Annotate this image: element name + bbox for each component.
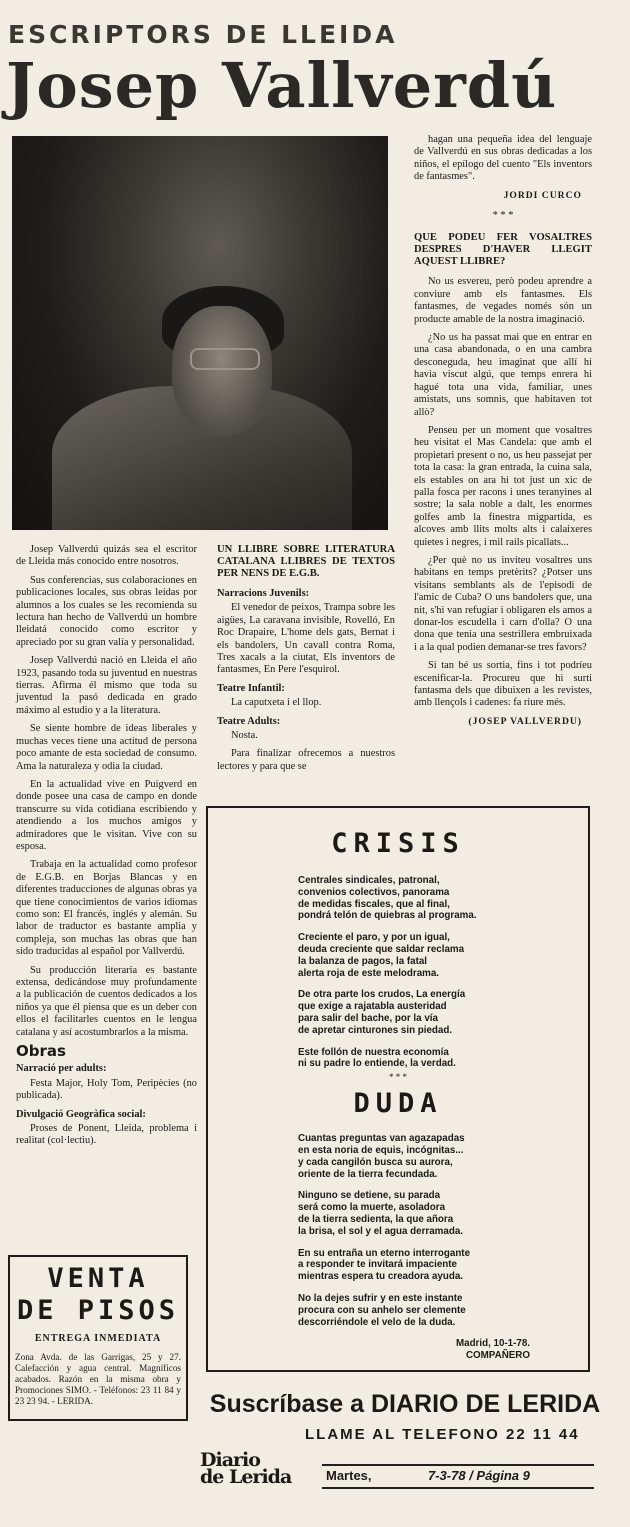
paragraph: Josep Vallverdú quizás sea el escritor de Lleida más conocido entre nosotros. xyxy=(16,544,197,568)
narracio-adults-label: Narració per adults: xyxy=(16,1063,107,1075)
footer-rule xyxy=(322,1464,594,1466)
crisis-title: CRISIS xyxy=(331,828,465,859)
teatre-infantil-text: La caputxeta i el llop. xyxy=(231,697,322,709)
ad-title-venta: VENTA xyxy=(47,1263,149,1294)
poems-box xyxy=(206,806,590,1372)
paragraph: Se siente hombre de ideas liberales y muchas veces tiene una actitud de persona poco amante de esta sociedad de consumo. Ama la naturaleza y odia la ciudad. xyxy=(16,723,197,772)
poem-date: Madrid, 10-1-78. xyxy=(455,1338,530,1350)
poem-line: de la tierra sedienta, la que añora xyxy=(298,1213,454,1225)
poem-line: de apretar cinturones sin piedad. xyxy=(298,1024,453,1036)
ad-body: Zona Avda. de las Garrigas, 25 y 27. Calefacción y agua central. Magníficos acabados. Razón en la misma obra y Promociones SIMO. - Teléfonos: 23 11 84 y 23 23 94. - LERIDA. xyxy=(15,1352,181,1406)
poem-line: la balanza de pagos, la fatal xyxy=(298,955,428,967)
duda-title: DUDA xyxy=(353,1088,443,1120)
paragraph: Su producción literaria es bastante extensa, dedicándose muy profundamente a la publicación de cuentos dedicados a los niños ya que él piensa que es un deber con ellos el facilitarles cuentos en le lengua catalana y así acostumbrarlos a la misma. xyxy=(16,964,197,1038)
poem-line: mientras espera tu creadora ayuda. xyxy=(298,1271,463,1283)
paragraph: En la actualidad vive en Puigverd en donde posee una casa de campo en donde transcurre su vida cotidiana escribiendo y atendiendo a los muchos amigos y admiradores que le visitan. Vive con su esposa. xyxy=(16,778,197,852)
poem-line: Cuantas preguntas van agazapadas xyxy=(298,1133,465,1145)
signature-jordi: JORDI CURCO xyxy=(503,189,582,201)
paragraph: Josep Vallverdú nació en Lleida el año 1923, pasando toda su juventud en nuestras tierras. Afirma él mismo que toda su juventud la pasó dedicada en grado máximo al estudio y a la literatura. xyxy=(16,655,197,716)
narracions-label: Narracions Juvenils: xyxy=(217,588,310,599)
poem-line: deuda creciente que saldar reclama xyxy=(298,943,465,955)
divulgacio-text: Proses de Ponent, Lleida, problema i realitat (col·lectiu). xyxy=(16,1123,197,1147)
poem-line: No la dejes sufrir y en este instante xyxy=(298,1292,463,1304)
logo-top: Diario xyxy=(200,1449,260,1471)
article-title: Josep Vallverdú xyxy=(6,49,558,122)
paragraph: ¿Per què no us inviteu vosaltres uns habitans en temps pretèrits? ¿Potser uns visitans semblants als de l'episodi de l'amic de Cuba? O uns bandolers que, una nit, s'hi van refugiar i obligaren els amos a donar-los escudella i carn d'olla? O una dona que tenia una sestrillera embruixada i a la qual podien demanar-se tres favors? xyxy=(414,554,592,653)
duda-poem xyxy=(298,1133,570,1328)
separator: * * * xyxy=(492,210,514,222)
crisis-poem xyxy=(298,875,570,1070)
poem-line: Centrales sindicales, patronal, xyxy=(298,875,440,886)
paragraph: No us esvereu, però podeu aprendre a conviure amb els fantasmes. Els fantasmes, de vegades només són un producte amable de la nostra imaginació. xyxy=(414,276,592,325)
teatre-adults-text: Nosta. xyxy=(231,730,258,742)
stanza xyxy=(298,1190,570,1237)
poem-line: Creciente el paro, y por un igual, xyxy=(298,932,450,944)
poem-line: y cada cangilón busca su aurora, xyxy=(298,1156,453,1168)
poem-line: la brisa, el sol y el agua derramada. xyxy=(298,1225,463,1237)
divulgacio-label: Divulgació Geogràfica social: xyxy=(16,1108,146,1120)
stanza xyxy=(298,1133,570,1180)
ad-subtitle: ENTREGA INMEDIATA xyxy=(34,1333,162,1344)
poem-line: alerta roja de este melodrama. xyxy=(298,967,440,979)
intro-text: hagan una pequeña idea del lenguaje de Vallverdú en sus obras dedicadas a los niños, el epílogo del cuento "Els inventors de fantasmes". xyxy=(414,134,592,183)
narracions-text: El venedor de peixos, Trampa sobre les aigües, La caravana invisible, Rovelló, En Roc Drapaire, L'home dels gats, Bernat i els bandolers, Un cavall contra Roma, Tres xacals a la ciutat, Els inventors de fantasmes, En Pere l'esquirol. xyxy=(217,602,395,676)
poem-line: será como la muerte, asoladora xyxy=(298,1202,446,1214)
right-column xyxy=(414,134,592,736)
poem-line: oriente de la tierra fecundada. xyxy=(298,1168,438,1180)
subscribe-line1: Suscríbase a DIARIO DE LERIDA xyxy=(209,1390,601,1418)
poem-stars: * * * xyxy=(389,1072,407,1083)
poem-line: pondrá telón de quiebras al programa. xyxy=(298,910,477,922)
closing-text: Para finalizar ofrecemos a nuestros lectores y para que se xyxy=(217,748,395,772)
poem-line: descorriéndole el velo de la duda. xyxy=(298,1316,456,1328)
poem-line: para salir del bache, por la vía xyxy=(298,1012,438,1024)
stanza xyxy=(298,989,570,1036)
footer-rule-bottom xyxy=(322,1487,594,1489)
stanza xyxy=(298,1047,570,1071)
teatre-infantil-label: Teatre Infantil: xyxy=(217,682,285,694)
middle-heading: UN LLIBRE SOBRE LITERATURA CATALANA LLIBRES DE TEXTOS PER NENS DE E.G.B. xyxy=(217,544,395,579)
paragraph: Penseu per un moment que vosaltres heu visitat el Mas Candela: que amb el propietari present o no, us heu passejat per tota la casa: la gran entrada, la cuina sala, els estables on ara hi tot just un xic de palla fosca per racons i unes teranyines al sostre; la sala noble a dalt, les enormes golfes amb la finestra migpartida, es alcoves amb llits molts alts i calaixeres quietes i negres, i mil rails picallats... xyxy=(414,424,592,548)
ad-title-pisos: DE PISOS xyxy=(16,1295,180,1326)
logo-bottom: de Lerida xyxy=(200,1466,292,1488)
poem-line: a responder te invitará impaciente xyxy=(298,1259,457,1271)
footer-day: Martes, xyxy=(326,1468,372,1483)
footer-date-page: 7-3-78 / Página 9 xyxy=(428,1468,530,1483)
stanza xyxy=(298,932,570,979)
middle-column xyxy=(217,544,395,779)
poem-line: en esta noria de equis, incógnitas... xyxy=(298,1144,464,1156)
author-photo xyxy=(12,136,388,530)
paragraph: Trabaja en la actualidad como profesor de E.G.B. en Borjas Blancas y en diferentes traducciones de algunas obras ya que tiene conocimientos de varios idiomas como son: El francés, inglés y alemán. Su labor de traductor es bastante amplia y compleja, son muchas las obras que han sido traducidas al español por Vallverdú. xyxy=(16,859,197,958)
stanza xyxy=(298,1248,570,1283)
poem-line: de medidas fiscales, que al final, xyxy=(298,898,450,910)
poem-line: Ninguno se detiene, su parada xyxy=(298,1190,441,1202)
subscribe-line2: LLAME AL TELEFONO 22 11 44 xyxy=(305,1426,580,1443)
signature-vallverdu: (JOSEP VALLVERDU) xyxy=(468,715,582,727)
poem-line: De otra parte los crudos, La energía xyxy=(298,989,466,1001)
poem-line: convenios colectivos, panorama xyxy=(298,886,450,898)
poem-line: ni su padre lo entiende, la verdad. xyxy=(298,1058,456,1070)
section-kicker: ESCRIPTORS DE LLEIDA xyxy=(8,20,398,49)
venta-pisos-ad xyxy=(8,1255,188,1421)
paragraph: Sus conferencias, sus colaboraciones en publicaciones locales, sus obras leídas por alumnos a los cuales se les recomienda su lectura han hecho de Vallverdú un hombre lleidatá conocido como escritor y apreciado por su gran valía y personalidad. xyxy=(16,574,197,648)
poem-line: En su entraña un eterno interrogante xyxy=(298,1247,471,1259)
narracio-adults-text: Festa Major, Holy Tom, Peripècies (no publicada). xyxy=(16,1077,197,1102)
stanza xyxy=(298,1293,570,1328)
right-heading: QUE PODEU FER VOSALTRES DESPRES D'HAVER LLEGIT AQUEST LLIBRE? xyxy=(414,232,592,268)
poem-line: Este follón de nuestra economía xyxy=(298,1046,449,1058)
newspaper-logo xyxy=(200,1449,320,1488)
obras-heading: Obras xyxy=(16,1042,66,1061)
teatre-adults-label: Teatre Adults: xyxy=(217,715,281,727)
poem-author: COMPAÑERO xyxy=(465,1350,530,1362)
left-column xyxy=(16,544,197,1154)
stanza xyxy=(298,875,570,922)
poem-line: procura con su anhelo ser clemente xyxy=(298,1304,466,1316)
paragraph: ¿No us ha passat mai que en entrar en una casa abandonada, o en una cambra desconeguda, heu imaginat que allí hi havia viscut algú, que temps enrera hi hagué tota una vida, familiar, unes amistats, uns somnis, que habitaven tot allò? xyxy=(414,332,592,418)
poem-line: que exige a rajatabla austeridad xyxy=(298,1001,447,1013)
paragraph: Si tan bé us sortia, fins i tot podríeu escenificar-la. Procureu que hi surti fantasma dels que dibuixen a les revistes, amb llençols i cadenes: fa riure més. xyxy=(414,660,592,709)
